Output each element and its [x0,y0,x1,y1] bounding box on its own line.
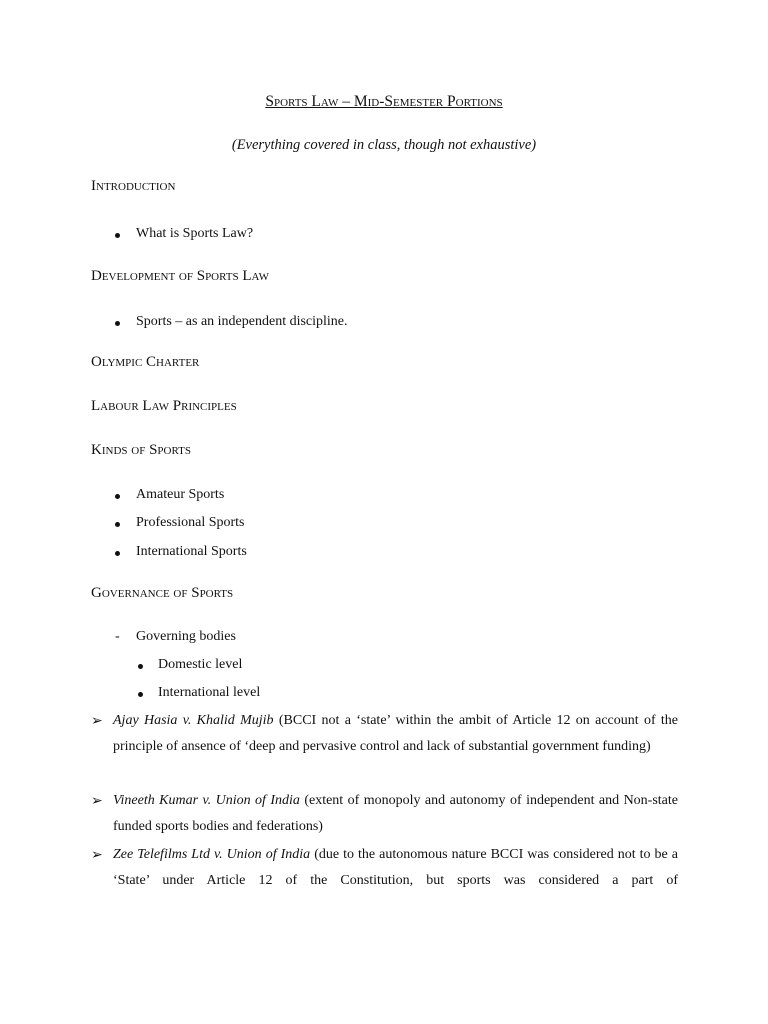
page-subtitle: (Everything covered in class, though not exhaustive) [231,137,537,153]
list-item-governing-bodies: Governing bodies [136,629,236,644]
case-description: (extent of monopoly and autonomy of independent and Non-state funded sports bodies and federations) [113,793,678,834]
case-entry [91,842,678,894]
bullet-icon [115,551,120,556]
heading-development: Development of Sports Law [91,268,269,284]
case-text [113,788,678,840]
case-text [113,708,678,760]
case-entry [91,788,678,840]
heading-governance: Governance of Sports [91,585,234,601]
bullet-icon [115,522,120,527]
heading-labour-law: Labour Law Principles [91,398,237,414]
list-item: Professional Sports [115,515,245,531]
bullet-icon [138,664,143,669]
arrow-bullet-icon: ➢ [91,714,103,729]
list-item: Amateur Sports [115,487,224,503]
heading-kinds-of-sports: Kinds of Sports [91,442,191,458]
heading-olympic-charter: Olympic Charter [91,354,200,370]
case-name: Ajay Hasia v. Khalid Mujib [113,713,274,728]
arrow-bullet-icon: ➢ [91,794,103,809]
case-text [113,842,678,894]
list-item: International Sports [115,544,247,560]
list-item: Sports – as an independent discipline. [115,314,348,330]
case-description: (due to the autonomous nature BCCI was considered not to be a ‘State’ under Article 12 of the Constitution, but sports was considered a part of [113,847,678,888]
case-name: Vineeth Kumar v. Union of India [113,793,300,808]
case-description: (BCCI not a ‘state’ within the ambit of Article 12 on account of the principle of ansence of ‘deep and pervasive control and lack of substantial government funding) [113,713,679,754]
page-title: Sports Law – Mid-Semester Portions [265,93,503,110]
list-item: Domestic level [138,657,242,673]
heading-introduction: Introduction [91,178,176,194]
arrow-bullet-icon: ➢ [91,848,103,863]
case-entry [91,708,678,760]
list-item: What is Sports Law? [115,226,253,242]
list-item: International level [138,685,260,701]
bullet-icon [115,233,120,238]
bullet-icon [115,494,120,499]
bullet-icon [115,321,120,326]
case-name: Zee Telefilms Ltd v. Union of India [113,847,311,862]
bullet-icon [138,692,143,697]
dash-marker: - [115,629,120,644]
